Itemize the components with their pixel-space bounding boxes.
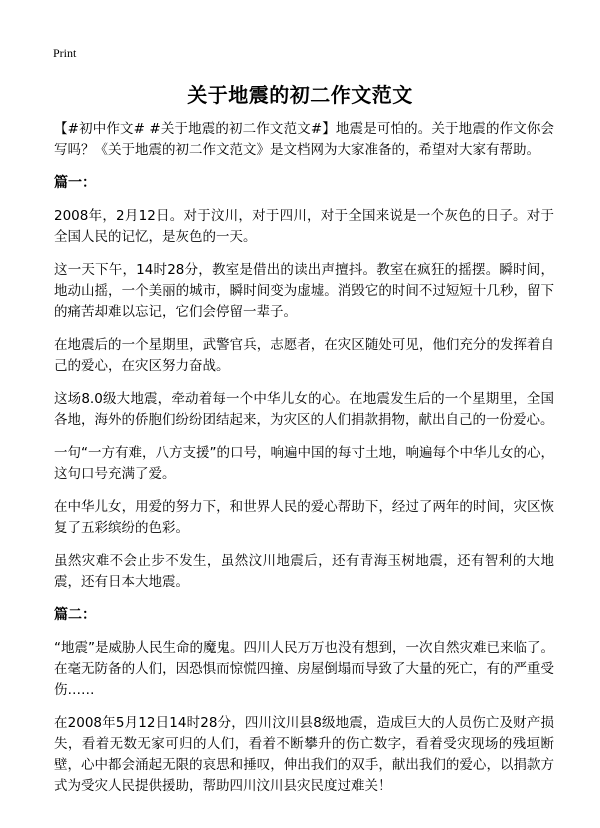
article-body [54,119,554,809]
paragraph: 虽然灾难不会止步不发生，虽然汶川地震后，还有青海玉树地震，还有智利的大地震，还有日本大地震。 [54,553,554,590]
section-heading-2: 篇二： [54,607,96,623]
section-heading-1: 篇一： [54,175,96,191]
paragraph: “地震”是威胁人民生命的魔鬼。四川人民万万也没有想到，一次自然灾难已来临了。在毫无防备的人们，因恐惧而惊慌四撞、房屋倒塌而导致了大量的死亡，有的严重受伤…… [54,640,554,698]
paragraph: 这一天下午，14时28分，教室是借出的读出声擅抖。教室在疯狂的摇摆。瞬时间，地动山摇，一个美丽的城市，瞬时间变为虚墟。消毁它的时间不过短短十几秒，留下的痛苦却难以忘记，它们会停留一辈子。 [54,262,554,320]
paragraph: 一句“一方有难，八方支援”的口号，响遍中国的每寸土地，响遍每个中华儿女的心，这句口号充满了爱。 [54,445,554,482]
paragraph: 在地震后的一个星期里，武警官兵，志愿者，在灾区随处可见，他们充分的发挥着自己的爱心，在灾区努力奋战。 [54,337,554,374]
paragraph: 在2008年5月12日14时28分，四川汶川县8级地震，造成巨大的人员伤亡及财产损失，看着无数无家可归的人们，看着不断攀升的伤亡数字，看着受灾现场的残垣断壁，心中都会涌起无限的哀思和捶叹，伸出我们的双手，献出我们的爱心，以捐款方式为受灾人民提供援助，帮助四川汶川县灾民度过难关！ [54,715,554,794]
page-title: 关于地震的初二作文范文 [187,83,413,107]
print-link[interactable]: Print [53,46,77,60]
paragraph: 2008年，2月12日。对于汶川，对于四川，对于全国来说是一个灰色的日子。对于全国人民的记忆，是灰色的一天。 [54,208,554,245]
paragraph: 在中华儿女，用爱的努力下，和世界人民的爱心帮助下，经过了两年的时间，灾区恢复了五彩缤纷的色彩。 [54,499,554,536]
intro-paragraph: 【#初中作文# #关于地震的初二作文范文#】地震是可怕的。关于地震的作文你会写吗？《关于地震的初二作文范文》是文档网为大家准备的，希望对大家有帮助。 [54,121,554,158]
paragraph: 这场8.0级大地震，牵动着每一个中华儿女的心。在地震发生后的一个星期里，全国各地，海外的侨胞们纷纷团结起来，为灾区的人们捐款捐物，献出自己的一份爱心。 [54,391,554,428]
